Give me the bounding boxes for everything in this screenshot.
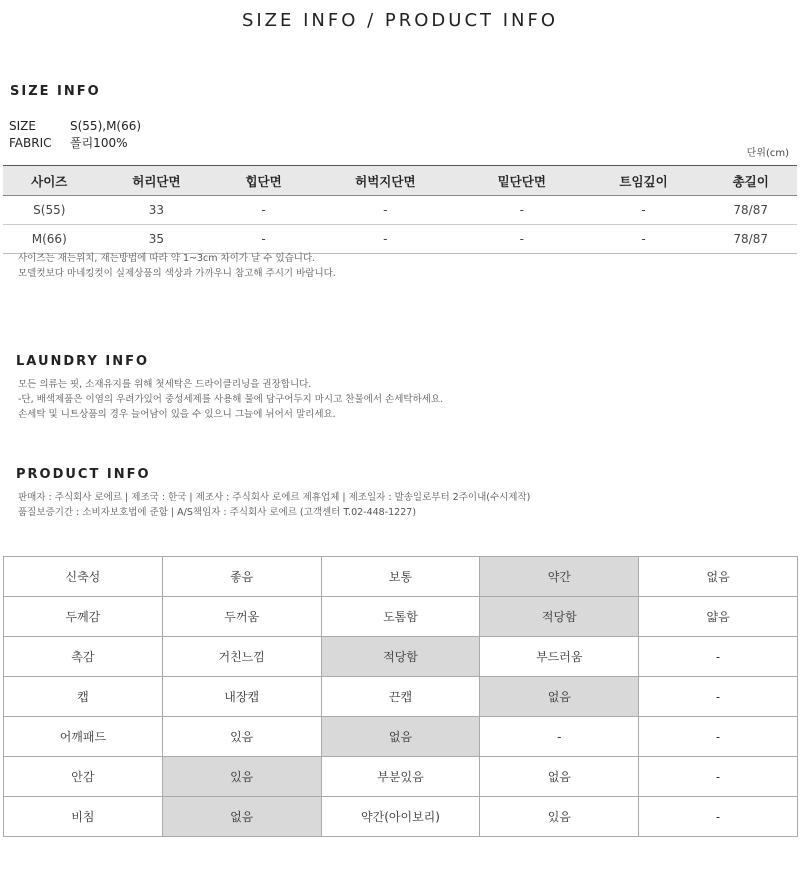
note-line: -단, 배색제품은 이염의 우려가있어 중성세제를 사용해 물에 담구어두지 마시고 찬물에서 손세탁하세요. [18,394,444,405]
note-line: 손세탁 및 니트상품의 경우 늘어남이 있을 수 있으니 그늘에 뉘어서 말리세요. [18,409,336,420]
column-header: 총길이 [704,166,797,196]
table-cell: S(55) [3,196,96,225]
property-option: 두꺼움 [162,597,321,637]
table-cell: - [461,225,583,254]
property-row [4,677,798,717]
property-option-selected: 없음 [162,797,321,837]
property-label: 캡 [4,677,163,717]
property-option: 내장캡 [162,677,321,717]
product-info-title: PRODUCT INFO [16,467,151,482]
property-label: 안감 [4,757,163,797]
property-option: - [639,757,798,797]
property-option: 있음 [162,717,321,757]
size-label: SIZE [9,119,36,133]
property-label: 두께감 [4,597,163,637]
property-row [4,797,798,837]
table-cell: 33 [96,196,218,225]
property-option: - [480,717,639,757]
property-option: 도톰함 [321,597,480,637]
property-option-selected: 약간 [480,557,639,597]
size-table [3,165,797,254]
property-option: - [639,637,798,677]
laundry-info-title: LAUNDRY INFO [16,354,150,369]
column-header: 밑단단면 [461,166,583,196]
table-cell: 78/87 [704,225,797,254]
table-row [3,225,797,254]
table-cell: - [461,196,583,225]
property-label: 신축성 [4,557,163,597]
product-notes [18,490,530,520]
property-row [4,757,798,797]
table-cell: M(66) [3,225,96,254]
fabric-value: 폴리100% [70,136,128,150]
property-option: - [639,677,798,717]
property-option: - [639,717,798,757]
property-option: 부드러움 [480,637,639,677]
column-header: 사이즈 [3,166,96,196]
property-row [4,637,798,677]
property-label: 어깨패드 [4,717,163,757]
table-cell: - [583,196,705,225]
size-spec [9,119,141,133]
fabric-label: FABRIC [9,136,52,150]
column-header: 트임깊이 [583,166,705,196]
note-line: 품질보증기간 : 소비자보호법에 준함 | A/S책임자 : 주식회사 로에르 (고객센터 T.02-448-1227) [18,507,417,518]
property-option-selected: 없음 [480,677,639,717]
size-table-header-row [3,166,797,196]
fabric-spec [9,134,128,151]
property-option: 없음 [480,757,639,797]
size-value: S(55),M(66) [70,119,142,133]
table-cell: - [310,225,461,254]
property-option: 보통 [321,557,480,597]
property-row [4,557,798,597]
table-cell: 78/87 [704,196,797,225]
property-option: 없음 [639,557,798,597]
unit-label: 단위(cm) [746,148,789,159]
property-option-selected: 없음 [321,717,480,757]
page-title: SIZE INFO / PRODUCT INFO [241,10,559,31]
table-row [3,196,797,225]
size-notes [18,251,336,281]
laundry-notes [18,377,443,422]
property-option: - [639,797,798,837]
column-header: 허벅지단면 [310,166,461,196]
property-row [4,597,798,637]
property-option: 약간(아이보리) [321,797,480,837]
table-cell: - [217,196,310,225]
property-option: 부분있음 [321,757,480,797]
property-option-selected: 있음 [162,757,321,797]
table-cell: - [583,225,705,254]
product-properties-table [3,556,798,837]
property-option: 거친느낌 [162,637,321,677]
property-option: 좋음 [162,557,321,597]
table-cell: - [310,196,461,225]
property-option: 끈캡 [321,677,480,717]
note-line: 판매자 : 주식회사 로에르 | 제조국 : 한국 | 제조사 : 주식회사 로에르 제휴업체 | 제조일자 : 발송일로부터 2주이내(수시제작) [18,492,531,503]
property-label: 촉감 [4,637,163,677]
column-header: 허리단면 [96,166,218,196]
property-row [4,717,798,757]
property-option: 얇음 [639,597,798,637]
property-option-selected: 적당함 [321,637,480,677]
property-label: 비침 [4,797,163,837]
note-line: 모델컷보다 마네킹컷이 실제상품의 색상과 가까우니 참고해 주시기 바랍니다. [18,268,336,279]
property-option: 있음 [480,797,639,837]
property-option-selected: 적당함 [480,597,639,637]
column-header: 힙단면 [217,166,310,196]
note-line: 사이즈는 재는위치, 재는방법에 따라 약 1~3cm 차이가 날 수 있습니다. [18,253,316,264]
table-cell: - [217,225,310,254]
note-line: 모든 의류는 핏, 소재유지를 위해 첫세탁은 드라이클리닝을 권장합니다. [18,379,312,390]
size-info-title: SIZE INFO [10,84,101,99]
table-cell: 35 [96,225,218,254]
